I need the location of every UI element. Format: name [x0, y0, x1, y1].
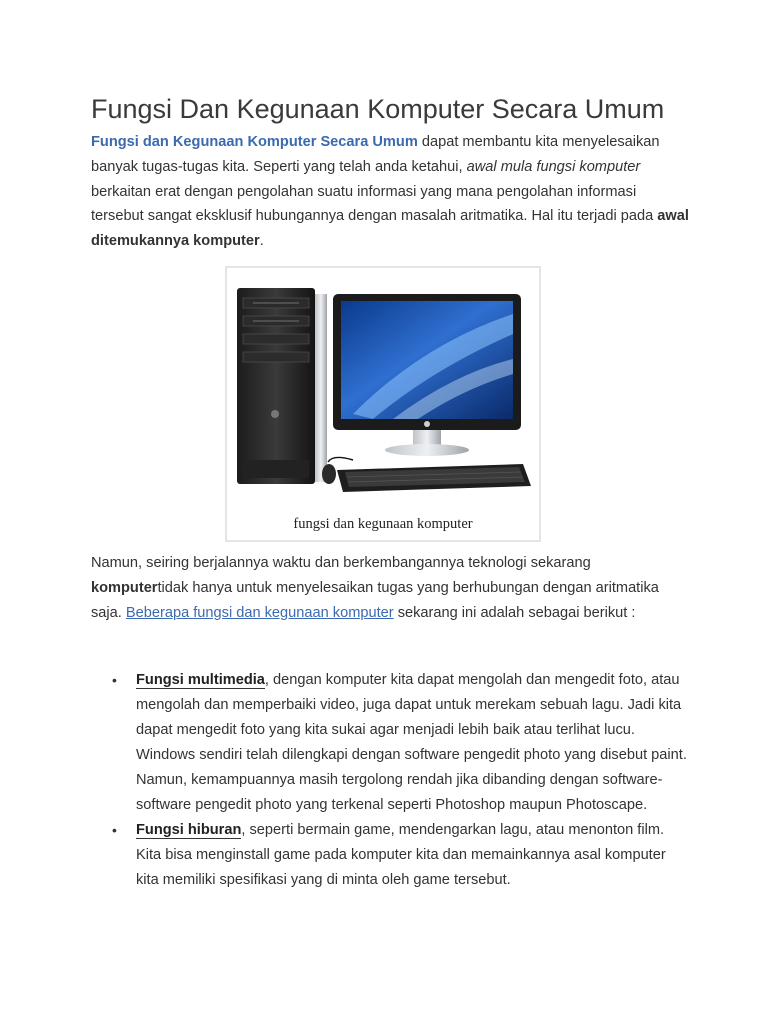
list-text: , dengan komputer kita dapat mengolah dan mengedit foto, atau mengolah dan memperbaiki video, juga dapat untuk merekam sebuah lagu. Jadi kita dapat mengedit foto yang kita sukai agar menjadi lebih baik atau terlihat lucu. Windows sendiri telah dilengkapi dengan software pengedit photo yang disebut paint. Namun, kemampuannya masih tergolong rendah jika dibanding dengan software-software pengedit photo yang terkenal seperti Photoshop maupun Photoscape. [136, 672, 687, 813]
list-term: Fungsi hiburan [136, 822, 242, 838]
functions-list [91, 668, 691, 893]
figure-caption: fungsi dan kegunaan komputer [293, 516, 473, 532]
intro-text-3: . [259, 233, 264, 250]
list-item [91, 668, 691, 818]
para2-text-1: Namun, seiring berjalannya waktu dan berkembangannya teknologi sekarang [91, 555, 591, 571]
list-text: , seperti bermain game, mendengarkan lagu, atau menonton film. Kita bisa menginstall game pada komputer kita dan memainkannya asal komputer kita memiliki spesifikasi yang di minta oleh game tersebut. [136, 822, 666, 888]
mouse [322, 464, 336, 484]
article-title: Fungsi Dan Kegunaan Komputer Secara Umum [91, 94, 665, 124]
para2-text-2: tidak hanya untuk menyelesaikan tugas yang berhubungan dengan aritmatika saja. [91, 579, 659, 621]
keyboard [328, 457, 531, 492]
second-paragraph [91, 551, 691, 625]
list-item [91, 818, 691, 893]
bullet-icon: • [112, 822, 117, 838]
functions-link[interactable]: Beberapa fungsi dan kegunaan komputer [125, 604, 394, 621]
intro-italic: awal mula fungsi komputer [466, 158, 641, 175]
intro-text-2: berkaitan erat dengan pengolahan suatu informasi yang mana pengolahan informasi tersebut sangat eksklusif hubungannya dengan masalah aritmatika. Hal itu terjadi pada [91, 183, 658, 225]
intro-paragraph [91, 130, 691, 254]
monitor [333, 294, 521, 456]
para2-bold: komputer [91, 579, 158, 596]
intro-lead-link[interactable]: Fungsi dan Kegunaan Komputer Secara Umum [91, 134, 418, 150]
desktop-computer-image [233, 274, 533, 504]
intro-text-1: dapat membantu kita menyelesaikan banyak tugas-tugas kita. Seperti yang telah anda ketahui, [91, 134, 660, 175]
list-term: Fungsi multimedia [136, 672, 265, 688]
para2-text-3: sekarang ini adalah sebagai berikut : [393, 604, 636, 621]
pc-tower [237, 288, 327, 484]
intro-bold: awal ditemukannya komputer [91, 208, 689, 250]
computer-figure [225, 266, 541, 542]
bullet-icon: • [112, 672, 117, 688]
